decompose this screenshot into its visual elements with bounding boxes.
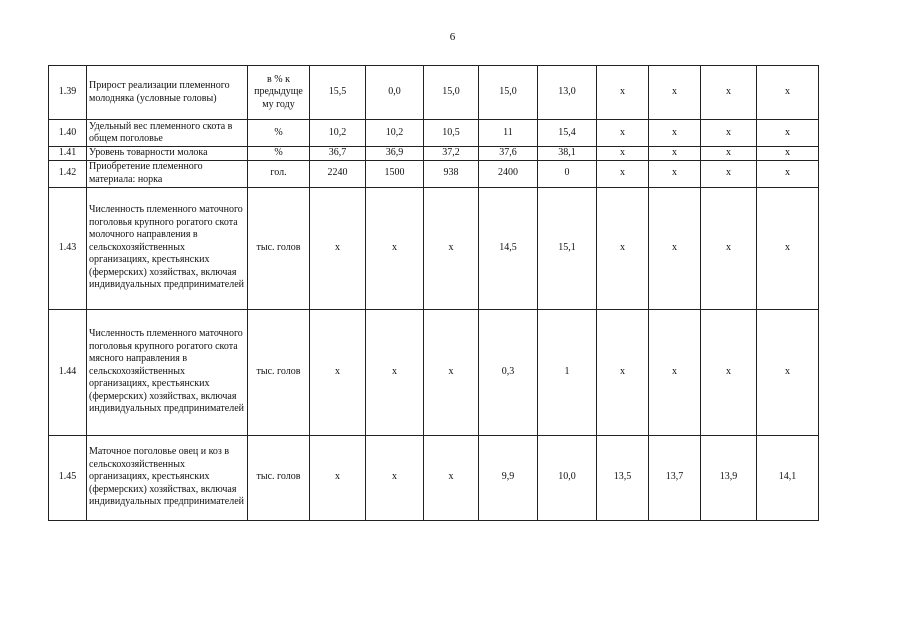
unit-cell: тыс. голов [248, 187, 310, 309]
row-number: 1.44 [49, 309, 87, 435]
unit-cell: тыс. голов [248, 309, 310, 435]
value-cell: 0,3 [479, 309, 538, 435]
value-cell: 36,9 [366, 147, 424, 161]
value-cell: х [757, 147, 819, 161]
value-cell: х [597, 160, 649, 187]
value-cell: х [649, 66, 701, 120]
row-number: 1.45 [49, 435, 87, 520]
value-cell: х [597, 66, 649, 120]
value-cell: х [757, 66, 819, 120]
value-cell: х [366, 309, 424, 435]
value-cell: х [649, 120, 701, 147]
row-number: 1.43 [49, 187, 87, 309]
indicator-name: Удельный вес племенного скота в общем поголовье [87, 120, 248, 147]
row-number: 1.41 [49, 147, 87, 161]
value-cell: 15,4 [538, 120, 597, 147]
row-number: 1.42 [49, 160, 87, 187]
value-cell: х [701, 120, 757, 147]
value-cell: 15,1 [538, 187, 597, 309]
table-row [49, 147, 819, 161]
indicator-name: Прирост реализации племенного молодняка (условные головы) [87, 66, 248, 120]
value-cell: х [366, 435, 424, 520]
row-number: 1.40 [49, 120, 87, 147]
value-cell: 10,5 [424, 120, 479, 147]
table-row [49, 160, 819, 187]
table-row [49, 120, 819, 147]
value-cell: 37,2 [424, 147, 479, 161]
value-cell: 13,0 [538, 66, 597, 120]
value-cell: 2400 [479, 160, 538, 187]
value-cell: х [649, 160, 701, 187]
value-cell: х [701, 309, 757, 435]
unit-cell: % [248, 147, 310, 161]
value-cell: х [701, 66, 757, 120]
indicator-name: Уровень товарности молока [87, 147, 248, 161]
value-cell: 37,6 [479, 147, 538, 161]
value-cell: х [649, 147, 701, 161]
value-cell: х [701, 147, 757, 161]
value-cell: 36,7 [310, 147, 366, 161]
value-cell: 11 [479, 120, 538, 147]
value-cell: х [310, 187, 366, 309]
unit-cell: в % к предыдуще му году [248, 66, 310, 120]
value-cell: 13,9 [701, 435, 757, 520]
value-cell: х [597, 309, 649, 435]
value-cell: 38,1 [538, 147, 597, 161]
indicator-name: Приобретение племенного материала: норка [87, 160, 248, 187]
value-cell: 0 [538, 160, 597, 187]
value-cell: 10,2 [310, 120, 366, 147]
value-cell: х [366, 187, 424, 309]
value-cell: х [424, 435, 479, 520]
value-cell: х [649, 309, 701, 435]
value-cell: 9,9 [479, 435, 538, 520]
value-cell: 10,2 [366, 120, 424, 147]
value-cell: х [310, 309, 366, 435]
value-cell: х [597, 147, 649, 161]
value-cell: х [757, 160, 819, 187]
value-cell: х [701, 160, 757, 187]
value-cell: х [757, 187, 819, 309]
table-row [49, 435, 819, 520]
value-cell: 0,0 [366, 66, 424, 120]
value-cell: х [757, 120, 819, 147]
value-cell: 14,1 [757, 435, 819, 520]
value-cell: 2240 [310, 160, 366, 187]
indicator-name: Численность племенного маточного поголовья крупного рогатого скота мясного направления в сельскохозяйственных организациях, крестьянских (фермерских) хозяйствах, включая индивидуальных предпринимателей [87, 309, 248, 435]
value-cell: 15,5 [310, 66, 366, 120]
value-cell: 13,7 [649, 435, 701, 520]
page-number: 6 [449, 31, 456, 43]
value-cell: 14,5 [479, 187, 538, 309]
value-cell: х [757, 309, 819, 435]
value-cell: 13,5 [597, 435, 649, 520]
value-cell: 938 [424, 160, 479, 187]
table-row [49, 309, 819, 435]
value-cell: х [424, 187, 479, 309]
unit-cell: гол. [248, 160, 310, 187]
value-cell: х [649, 187, 701, 309]
table-row [49, 66, 819, 120]
indicator-name: Численность племенного маточного поголовья крупного рогатого скота молочного направления в сельскохозяйственных организациях, крестьянских (фермерских) хозяйствах, включая индивидуальных предпринимателей [87, 187, 248, 309]
unit-cell: тыс. голов [248, 435, 310, 520]
value-cell: х [597, 120, 649, 147]
value-cell: 1 [538, 309, 597, 435]
table-row [49, 187, 819, 309]
value-cell: х [701, 187, 757, 309]
indicators-table [48, 65, 819, 521]
row-number: 1.39 [49, 66, 87, 120]
indicator-name: Маточное поголовье овец и коз в сельскохозяйственных организациях, крестьянских (фермерских) хозяйствах, включая индивидуальных предпринимателей [87, 435, 248, 520]
value-cell: 15,0 [424, 66, 479, 120]
value-cell: 15,0 [479, 66, 538, 120]
value-cell: 10,0 [538, 435, 597, 520]
value-cell: х [597, 187, 649, 309]
value-cell: х [424, 309, 479, 435]
unit-cell: % [248, 120, 310, 147]
value-cell: х [310, 435, 366, 520]
value-cell: 1500 [366, 160, 424, 187]
